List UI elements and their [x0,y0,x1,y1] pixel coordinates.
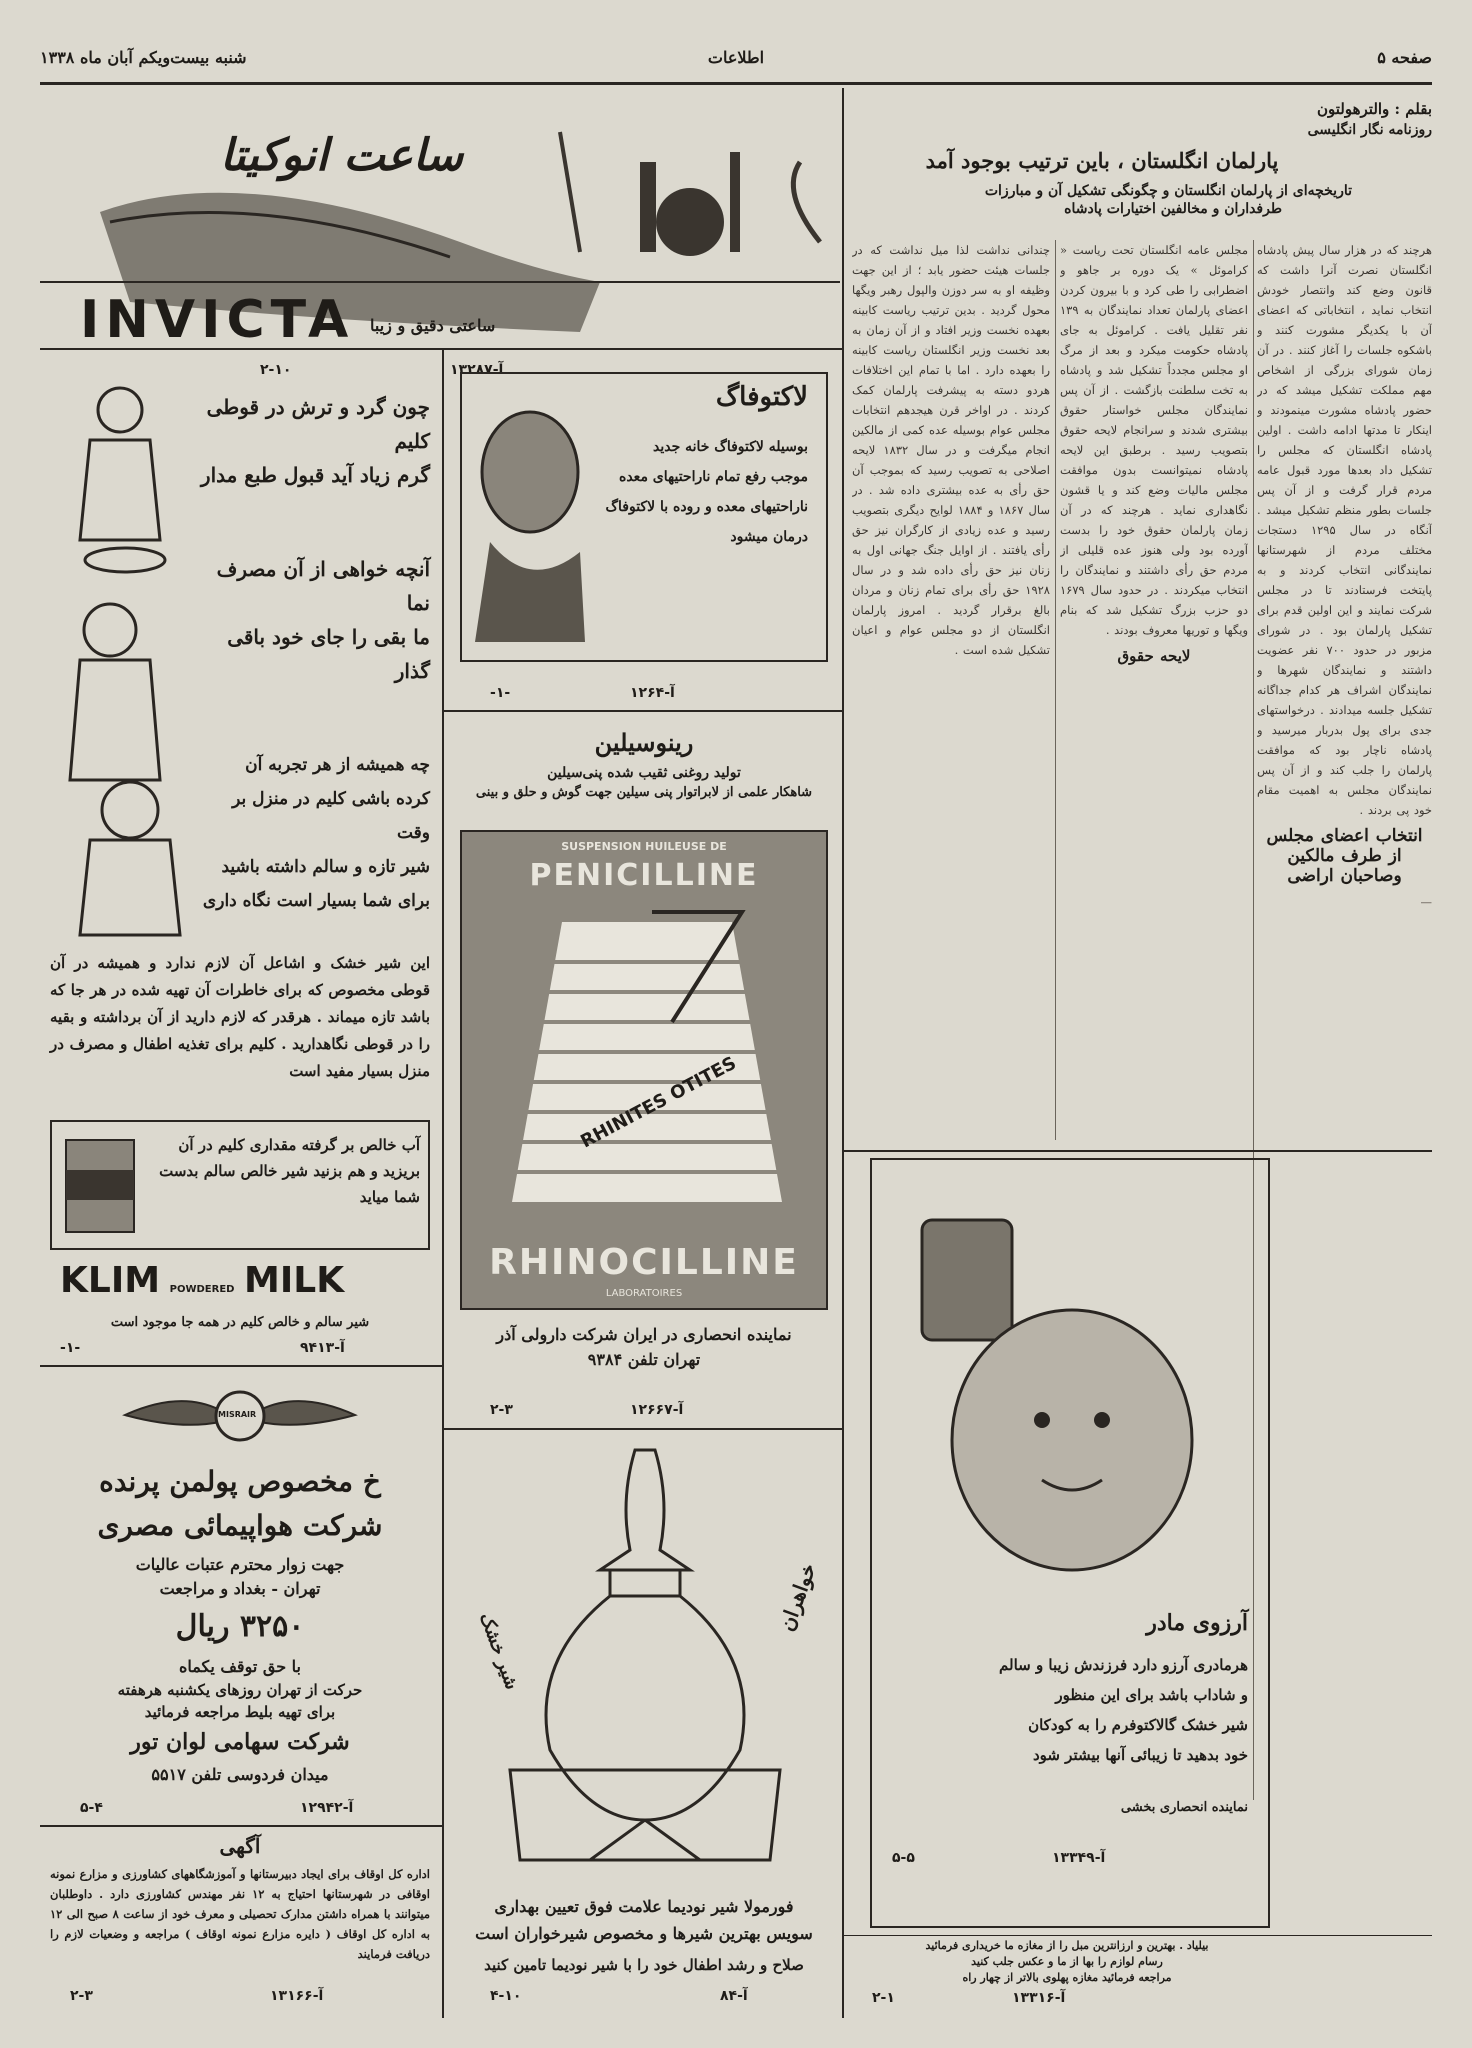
bottom-runs: ۲-۱ [872,1990,895,2006]
klim-line-1: چون گرد و ترش در قوطی کلیم [206,395,430,453]
klim-brand-2: MILK [244,1260,345,1301]
airline-note-3: برای تهیه بلیط مراجعه فرمائید [144,1703,336,1721]
newspaper-name: اطلاعات [707,48,765,67]
klim-line-2: گرم زیاد آید قبول طبع مدار [200,463,430,487]
klim-line-5: چه همیشه از هر تجربه آن [245,755,430,775]
airline-code: آ-۱۲۹۴۲ [300,1800,354,1816]
bottom-line-1: بیلیاد . بهترین و ارزانترین مبل را از مغازه ما خریداری فرمائید [925,1939,1209,1952]
milk-bottle-illustration [470,1440,820,1880]
invicta-code: آ-۱۳۲۸۷ [450,362,504,378]
rule-under-rhino [444,1428,842,1430]
airline-price: ۳۲۵۰ ریال [175,1609,305,1644]
klim-can-icon [60,1130,140,1240]
airline-note-1: با حق توقف یکماه [179,1657,301,1676]
lacto-line-2: موجب رفع تمام ناراحتیهای معده [619,469,808,485]
milk-line-2: سویس بهترین شیرها و مخصوص شیرخواران است [475,1924,813,1943]
lacto-runs: -۱- [490,685,511,701]
invicta-script: ساعت انوکیتا [220,130,464,181]
klim-line-4: ما بقی را جای خود باقی گذار [227,625,430,683]
klim-instruction-box [50,1120,430,1250]
rhino-line-1: تولید روغنی ثقیب شده پنی‌سیلین [547,765,741,781]
milk-title: خواهران [774,1560,821,1635]
klim-slogan: شیر سالم و خالص کلیم در همه جا موجود است [110,1315,370,1330]
klim-children-illustration [50,380,200,940]
lacto-title: لاکتوفاگ [715,382,808,412]
invicta-runs: ۲-۱۰ [260,362,292,378]
notice-body: اداره کل اوقاف برای ایجاد دبیرستانها و آموزشگاههای کشاورزی و مزارع نمونه اوقافی در شهرستانها احتیاج به ۱۲ نفر مهندس کشاورزی دارد . داوطلبان میتوانند با همراه داشتن مدارک تحصیلی و معرف خود از ساعت ۸ صبح الی ۱۲ به اداره کل اوقاف ( دایره مزارع نمونه اوقاف ) مراجعه و وضعیات لازم را دریافت فرمایند [50,1867,430,1961]
rhino-ad [450,720,838,1400]
rhino-stripes-illustration [502,902,792,1232]
rule-above-bottom-ad [844,1935,1432,1936]
article-column-2 [1060,240,1248,1140]
lacto-ad [450,362,838,682]
milk-code: آ-۸۴ [720,1988,748,2004]
airline-agent: شرکت سهامی لوان تور [130,1729,350,1755]
mother-body [908,1650,1248,1770]
rhino-line-2: شاهکار علمی از لابراتوار پنی سیلین جهت گوش و حلق و بینی [475,785,813,800]
airline-address: میدان فردوسی تلفن ۵۵۱۷ [151,1765,329,1784]
mother-line-1: هرمادری آرزو دارد فرزندش زیبا و سالم [999,1656,1248,1674]
mother-baby-illustration [892,1180,1252,1600]
klim-line-3: آنچه خواهی از آن مصرف نما [216,557,430,615]
article-column-3 [852,240,1050,1140]
milk-runs: ۴-۱۰ [490,1988,522,2004]
article-headline: پارلمان انگلستان ، باین ترتیب بوجود آمد [925,148,1279,173]
column-rule-left [442,350,444,2018]
rule-under-invicta [40,348,842,350]
klim-line-7: شیر تازه و سالم داشته باشید [221,857,430,877]
airline-emblem-text: MISRAIR [218,1410,257,1419]
mother-line-2: و شاداب باشد برای این منظور [1055,1686,1248,1704]
rhino-pack-top: SUSPENSION HUILEUSE DE [561,840,727,853]
klim-verse [200,390,430,918]
rhino-pack-small: LABORATOIRES [605,1288,683,1299]
article-section-heading-2: انتخاب اعضای مجلس از طرف مالکین وصاحبان اراضی [1266,826,1423,886]
airline-note-2: حرکت از تهران روزهای یکشنبه هرهفته [117,1681,363,1699]
article-col3-text: چندانی نداشت لذا میل نداشت که در جلسات هیئت حضور یابد ؛ از این جهت وظیفه او به سر دوزن والپول رهبر ویگها محول گردید . بدین ترتیب ریاست کابینه بعهده نخست وزیر افتاد و از آن زمان به بعد نخست وزیر انگلستان ریاست کابینه را بعهده دارد . اما با تمام این اختلافات هردو دسته به پیشرفت پارلمان کمک کردند . در اواخر قرن هیجدهم انتخابات مجلس عوام بوسیله عده کمی از مالکین انجام میگرفت و در سال ۱۸۳۲ لایحه اصلاحی به تصویب رسید که بموجب آن حق رأی به عده بیشتری داده شد . در سال ۱۸۶۷ و ۱۸۸۴ لوایح دیگری بتصویب رسید و عده زیادی از کارگران نیز حق رأی یافتند . از اوایل جنگ جهانی اول به زنان نیز حق رأی داده شد و در سال ۱۹۲۸ حق رأی برای تمام زنان و مردان بالغ برقرار گردید . امروز پارلمان انگلستان از دو مجلس عوام و اعیان تشکیل شده است . [852,243,1050,657]
lacto-line-4: درمان میشود [730,529,808,545]
milk-side-text: شیر خشک [475,1610,523,1693]
rhino-pack-mid: PENICILLINE [529,858,759,893]
article-section-heading-1: لایحه حقوق [1117,647,1191,665]
lacto-line-3: ناراحتیهای معده و روده با لاکتوفاگ [605,499,808,515]
klim-logo [60,1260,344,1301]
airline-ad [40,1375,440,1825]
rule-above-mother [844,1150,1432,1152]
invicta-ad [40,92,840,346]
airline-title-1: خ مخصوص پولمن پرنده [99,1465,381,1498]
klim-line-8: برای شما بسیار است نگاه داری [202,891,430,911]
rhino-agent: نماینده انحصاری در ایران شرکت دارولی آذر [496,1325,792,1344]
invicta-brand: INVICTA [80,290,355,346]
bottom-line-2: رسام لوازم را بها از ما و عکس جلب کنید [971,1955,1163,1968]
rhino-runs: ۲-۳ [490,1402,513,1418]
issue-date: شنبه بیست‌ویکم آبان ماه ۱۳۳۸ [40,48,247,67]
bottom-line-3: مراجعه فرمائید مغازه پهلوی بالاتر از چهار راه [962,1971,1172,1984]
klim-ad [40,380,440,1380]
header-rule [40,82,1432,85]
invicta-tagline: ساعتی دقیق و زیبا [370,316,496,335]
rhino-title: رینوسیلین [594,728,694,757]
lacto-line-1: بوسیله لاکتوفاگ خانه جدید [652,439,808,455]
rule-under-airline [40,1825,442,1827]
rhino-package [460,830,828,1310]
rhino-code: آ-۱۲۶۶۷ [630,1402,684,1418]
notice-code: آ-۱۳۱۶۶ [270,1988,324,2004]
klim-code: آ-۹۴۱۳ [300,1340,345,1356]
mother-line-4: خود بدهید تا زیبائی آنها بیشتر شود [1032,1746,1248,1764]
airline-title-2: شرکت هواپیمائی مصری [97,1509,383,1542]
rhino-pack-bottom: RHINOCILLINE [489,1242,799,1283]
notice-runs: ۲-۳ [70,1988,93,2004]
article-col1-filler: — [1420,895,1432,909]
article-byline: بقلم : والترهولتون [1317,100,1432,118]
rhino-phone: تهران تلفن ۹۳۸۴ [587,1350,701,1369]
page-header [40,30,1432,78]
article-col2-text: مجلس عامه انگلستان تحت ریاست « کراموئل » یک دوره بر جاهو و اضطرابی را طی کرد و با بیرون کردن اعضای پارلمان تعداد نمایندگان به ۱۳۹ نفر تقلیل یافت . کراموئل به جای پادشاه حکومت میکرد و بعد از مرگ او مجلس مجدداً تشکیل شد و پادشاه به تخت سلطنت بازگشت . از آن پس نمایندگان مجلس خواستار حقوق بیشتری شدند و سرانجام لایحه حقوق بتصویب رسید . برطبق این لایحه پادشاه نمیتوانست بدون موافقت مجلس مالیات وضع کند و یا قشون نگاهداری نماید . هرچند که در آن زمان پارلمان حقوق خود را بدست آورده بود ولی هنوز عده قلیلی از مردم حق رأی داشتند و نمایندگان را انتخاب میکردند . در حدود سال ۱۶۷۹ دو حزب بزرگ تشکیل شد که بنام ویگها و توریها معروف بودند . [1060,243,1248,637]
milk-line-1: فورمولا شیر نودیما علامت فوق تعیین بهداری [494,1897,794,1916]
rule-under-klim [40,1365,442,1367]
milk-ad [450,1440,838,2020]
rule-under-lacto [444,710,842,712]
mother-agent: نماینده انحصاری بخشی [1120,1800,1248,1815]
mother-code: آ-۱۳۳۴۹ [1052,1850,1106,1866]
mother-runs: ۵-۵ [892,1850,915,1866]
article-subhead-2: طرفداران و مخالفین اختیارات پادشاه [1064,201,1282,217]
klim-brand-small: POWDERED [169,1284,235,1295]
column-rule-article [842,88,844,2018]
klim-runs: -۱- [60,1340,81,1356]
article-source: روزنامه نگار انگلیسی [1307,122,1432,138]
lacto-text [588,432,808,552]
notice-title: آگهی [219,1834,261,1858]
article-col-rule-2 [1055,240,1056,1140]
klim-brand-1: KLIM [60,1260,161,1301]
mother-line-3: شیر خشک گالاکتوفرم را به کودکان [1028,1716,1248,1734]
article-col1-text: هرچند که در هزار سال پیش پادشاه انگلستان نصرت آنرا داشت که قانون وضع کند وانتصار خودش انتخاب نماید ، انتخاباتی که اعضای آن با یکدیگر مشورت کنند و باشکوه جلسات را آغاز کنند . در آن زمان شورای بزرگی از اشخاص مهم مملکت تشکیل میشد که در حضور پادشاه مشورت مینمودند و اینکار تا مدتها ادامه داشت . اولین پادشاه انگلستان که مجلس را تشکیل داد بعدها مورد قبول عامه مردم قرار گرفت و از آن پس جلسات بطور منظم تشکیل میشد . آنگاه در سال ۱۲۹۵ دستجات مختلف مردم از شهرستانها نمایندگانی انتخاب کردند و به پایتخت فرستادند تا در مجلس شرکت نمایند و این اولین قدم برای تشکیل پارلمان بود . در شورای مزبور در حدود ۷۰۰ نفر عضویت داشتند و نمایندگان شهرها و نمایندگان اشراف هر کدام جداگانه تشکیل جلسه میدادند . درخواستهای جدی برای پول بدربار میرسید و پادشاه ناچار بود که موافقت پارلمان را جلب کند و از آن پس نمایندگان مجلس به اهمیت مقام خود پی بردند . [1257,243,1432,817]
rhino-label-1: RHINITES [577,1089,671,1153]
airline-runs: ۵-۴ [80,1800,103,1816]
article-column-1 [1257,240,1432,2018]
mother-title: آرزوی مادر [1146,1610,1248,1636]
mother-ad [870,1158,1270,1928]
bottom-ad [852,1938,1282,2018]
airline-line-2: تهران - بغداد و مراجعت [159,1579,321,1598]
page-number: صفحه ۵ [1377,48,1432,67]
klim-instruction: آب خالص بر گرفته مقداری کلیم در آن بریزید و هم بزنید شیر خالص سالم بدست شما میاید [159,1136,420,1206]
bottom-code: آ-۱۳۳۱۶ [1012,1990,1066,2006]
klim-line-6: کرده باشی کلیم در منزل بر وقت [232,789,430,843]
rhino-label-2: OTITES [666,1052,740,1105]
article-subhead-1: تاریخچه‌ای از پارلمان انگلستان و چگونگی تشکیل آن و مبارزات [984,183,1352,199]
lacto-code: آ-۱۲۶۴ [630,685,675,701]
notice-ad [40,1830,440,2020]
klim-body: این شیر خشک و اشاعل آن لازم ندارد و همیشه در آن قوطی مخصوص که برای خاطرات آن تهیه شده در هر جا که باشد تازه میماند . هرقدر که لازم دارید از آن برداشته و بقیه را در قوطی نگاهدارید . کلیم برای تغذیه اطفال و مصرف در منزل بسیار مفید است [50,954,430,1080]
lacto-man-illustration [470,392,590,642]
milk-line-3: صلاح و رشد اطفال خود را با شیر نودیما تامین کنید [484,1956,804,1974]
newspaper-page [40,30,1432,2020]
airline-line-1: جهت زوار محترم عتبات عالیات [135,1555,345,1574]
